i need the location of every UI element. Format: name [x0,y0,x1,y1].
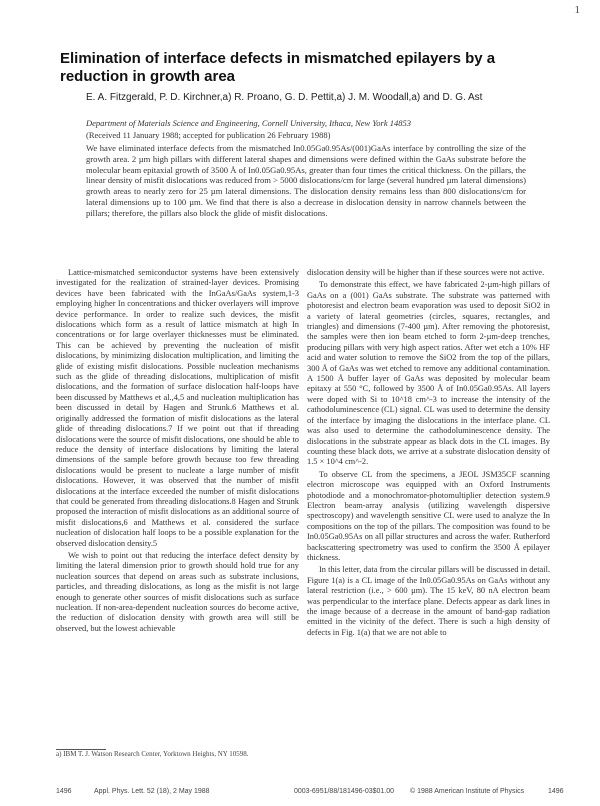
abstract: We have eliminated interface defects from the mismatched In0.05Ga0.95As/(001)GaAs interface by controlling the size of the growth area. 2 µm high pillars with different lateral shapes and dimensions were defined within the GaAs substrate before the molecular beam epitaxial growth of 3500 Å of In0.05Ga0.95As, greater than four times the critical thickness. On the pillars, the linear density of misfit dislocations was reduced from > 5000 dislocations/cm for large (several hundred µm lateral dimensions) growth areas to nearly zero for 25 µm lateral dimensions. The dislocation density remains less than 800 dislocations/cm for lateral dimensions up to 100 µm. We find that there is also a decrease in dislocation density in narrow channels between the pillars; therefore, the pillars also block the glide of misfit dislocations. [86,143,526,218]
article-title: Elimination of interface defects in mismatched epilayers by a reduction in growth area [60,50,496,85]
body-paragraph: dislocation density will be higher than if these sources were not active. [307,268,545,277]
body-column-right [307,268,550,638]
body-paragraph: In this letter, data from the circular pillars will be discussed in detail. Figure 1(a) is a CL image of the In0.05Ga0.95As on GaAs without any lateral restriction (i.e., > 600 µm). The 15 keV, 80 nA electron beam was perpendicular to the interface plane. Defects appear as dark lines in the image because of a decrease in the amount of band-gap radiation emitted in the vicinity of the defect. There is such a high density of defects in Fig. 1(a) that we are not able to [307,565,550,637]
body-column-left [56,268,299,634]
footer-page-number-left: 1496 [56,788,72,795]
corner-mark: 1 [574,4,580,16]
footnote: a) IBM T. J. Watson Research Center, Yorktown Heights, NY 10598. [56,750,249,758]
footer-copyright: © 1988 American Institute of Physics [410,788,525,795]
footer-journal-citation: Appl. Phys. Lett. 52 (18), 2 May 1988 [94,788,210,795]
author-list: E. A. Fitzgerald, P. D. Kirchner,a) R. Proano, G. D. Pettit,a) J. M. Woodall,a) and D. G. Ast [86,92,483,103]
body-paragraph: To observe CL from the specimens, a JEOL JSM35CF scanning electron microscope was equipped with an Oxford Instruments photodiode and a monochromator-photomultiplier detection system.9 Electron beam-array analysis (utilizing wavelength dispersive spectroscopy) and wavelength sensitive CL were used to analyze the In compositions on the top of the pillars. The composition was found to be In0.05Ga0.95As on all pillar structures and across the wafer. Rutherford backscattering spectrometry was used to confirm the 3500 Å epilayer thickness. [307,469,550,562]
footer-page-number-right: 1496 [548,788,564,795]
body-paragraph: We wish to point out that reducing the interface defect density by limiting the lateral dimension prior to growth should hold true for any nucleation sources that depend on areas such as substrate inclusions, particles, and threading dislocations, as long as the misfit is not large enough to generate other sources of misfit dislocations such as surface nucleation. If non-area-dependent nucleation sources do become active, the reduction of dislocation density with growth area will still be observed, but the lowest achievable [56,550,299,633]
body-paragraph: To demonstrate this effect, we have fabricated 2-µm-high pillars of GaAs on a (001) GaAs substrate. The substrate was patterned with photoresist and electron beam evaporation was used to deposit SiO2 in a variety of lateral geometries (circles, squares, rectangles, and triangles) and dimensions (7-400 µm). After removing the photoresist, the samples were then ion beam etched to form 2-µm-deep trenches, producing pillars with very high aspect ratios. After wet etch a 10% HF acid and water solution to remove the SiO2 from the top of the pillars, 300 Å of GaAs was wet etched to remove any additional contamination. A 1500 Å buffer layer of GaAs was deposited by molecular beam epitaxy at 550 °C, followed by 3500 Å of In0.05Ga0.95As. All layers were doped with Si to 10^18 cm^-3 to increase the intensity of the cathodoluminescence (CL) signal. CL was used to determine the density of the interface by imaging the dislocations in the interface plane. CL was also used to determine the cathodoluminescence density. The dislocations in the substrate appear as black dots in the CL images. By counting these black dots, we arrive at a substrate dislocation density of 1.5 × 10^4 cm^-2. [307,280,550,467]
affiliation: Department of Materials Science and Engineering, Cornell University, Ithaca, New York 14853 [86,118,412,128]
body-paragraph: Lattice-mismatched semiconductor systems have been extensively investigated for the realization of strained-layer devices. Promising devices have been fabricated with the InGaAs/GaAs system,1-3 employing higher In concentrations and thicker overlayers will improve device performance. In order to realize such devices, the misfit dislocations which form as a result of lattice mismatch at high In concentrations or for large overlayer thicknesses must be eliminated. This can be achieved by preventing the nucleation of misfit dislocations, by minimizing dislocation multiplication, and limiting the glide of existing misfit dislocations. Possible nucleation mechanisms such as the glide of threading dislocations, multiplication of misfit dislocations, and the formation of surface dislocation half-loops have been discussed by Matthews et al.,4,5 and nucleation multiplication has been discussed in detail by Hagen and Strunk.6 Matthews et al. originally addressed the formation of misfit dislocations as the lateral glide of threading dislocations.7 If we point out that if threading dislocations were the source of misfit dislocations, one should be able to reduce the density of interface dislocations by limiting the lateral dimensions of the sample before growth because too few threading dislocations would be present to nucleate a large number of misfit dislocations. However, it was observed that the number of misfit dislocations at the interface exceeded the number of misfit dislocations that could be generated from threading dislocations.8 Hagen and Strunk proposed the interaction of misfit dislocations as an additional source of misfit dislocations,6 and Matthews et al. considered the surface nucleation of dislocation half loops to be a possible explanation for the observed dislocation density.5 [56,268,299,548]
received-dates: (Received 11 January 1988; accepted for publication 26 February 1988) [86,130,331,140]
page-footer [56,786,576,798]
footer-article-code: 0003-6951/88/181496-03$01.00 [294,788,395,795]
